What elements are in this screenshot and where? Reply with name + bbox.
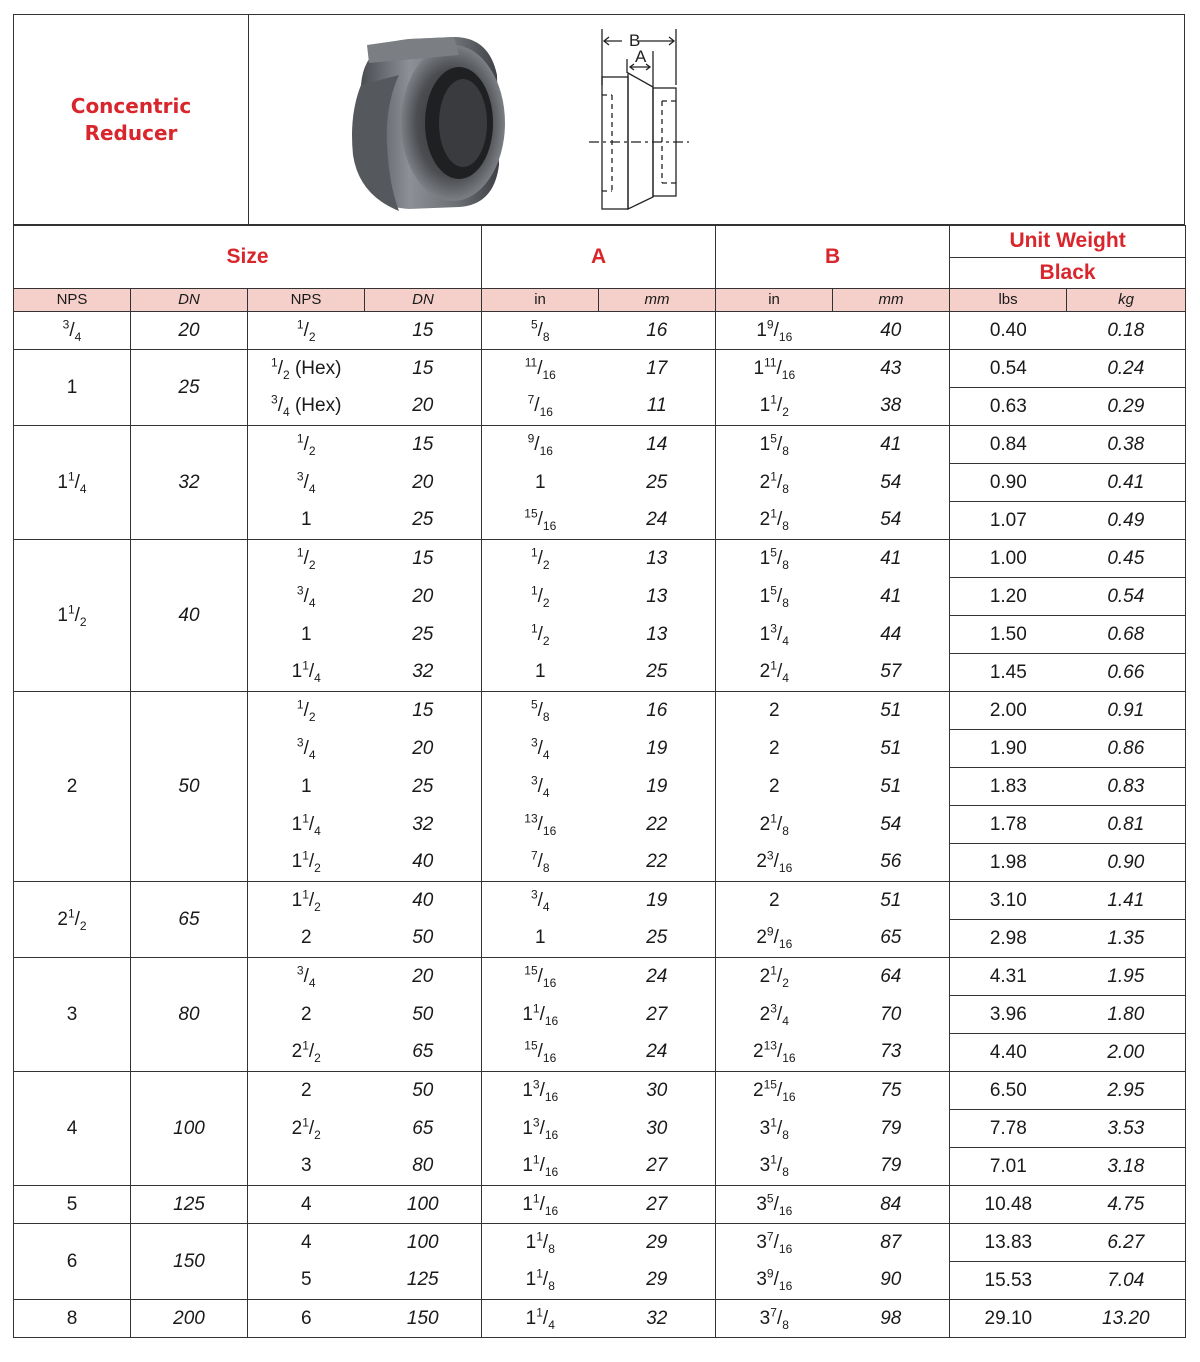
a-in: $1^1/_8$ xyxy=(482,1224,599,1262)
a-in: $1^1/_8$ xyxy=(482,1262,599,1300)
outlet-dn: 40 xyxy=(365,882,482,920)
outlet-dn: 20 xyxy=(365,578,482,616)
run-dn: 40 xyxy=(131,540,248,692)
weight-kg: 0.91 xyxy=(1067,692,1186,730)
b-in: $2^{13}/_{16}$ xyxy=(716,1034,833,1072)
outlet-dn: 100 xyxy=(365,1186,482,1224)
b-in: $2^3/_{16}$ xyxy=(716,844,833,882)
outlet-dn: 25 xyxy=(365,616,482,654)
outlet-nps: 2 xyxy=(248,920,365,958)
b-mm: 43 xyxy=(833,350,950,388)
weight-lbs: 2.00 xyxy=(950,692,1067,730)
a-mm: 14 xyxy=(599,426,716,464)
outlet-nps: $1^1/_4$ xyxy=(248,806,365,844)
run-nps: 5 xyxy=(14,1186,131,1224)
b-in: 2 xyxy=(716,882,833,920)
b-mm: 73 xyxy=(833,1034,950,1072)
table-row xyxy=(14,1224,1186,1262)
weight-lbs: 1.50 xyxy=(950,616,1067,654)
run-dn: 80 xyxy=(131,958,248,1072)
outlet-nps: 2 xyxy=(248,1072,365,1110)
outlet-dn: 15 xyxy=(365,350,482,388)
a-mm: 16 xyxy=(599,692,716,730)
weight-lbs: 4.31 xyxy=(950,958,1067,996)
weight-lbs: 3.10 xyxy=(950,882,1067,920)
subheader-cell: NPS xyxy=(14,289,131,312)
b-in: 2 xyxy=(716,768,833,806)
outlet-nps: 3 xyxy=(248,1148,365,1186)
table-row xyxy=(14,350,1186,388)
a-in: $^{15}/_{16}$ xyxy=(482,1034,599,1072)
outlet-nps: $^3/_4$ xyxy=(248,578,365,616)
weight-kg: 7.04 xyxy=(1067,1262,1186,1300)
outlet-nps: $^3/_4$ xyxy=(248,958,365,996)
weight-kg: 0.81 xyxy=(1067,806,1186,844)
subheader-cell: mm xyxy=(833,289,950,312)
outlet-dn: 65 xyxy=(365,1034,482,1072)
a-in: $^5/_8$ xyxy=(482,312,599,350)
outlet-dn: 50 xyxy=(365,996,482,1034)
outlet-dn: 25 xyxy=(365,768,482,806)
weight-lbs: 1.07 xyxy=(950,502,1067,540)
a-mm: 22 xyxy=(599,806,716,844)
weight-kg: 2.95 xyxy=(1067,1072,1186,1110)
subheader-cell: kg xyxy=(1067,289,1186,312)
b-in: $2^9/_{16}$ xyxy=(716,920,833,958)
subheader-cell: NPS xyxy=(248,289,365,312)
b-mm: 64 xyxy=(833,958,950,996)
a-in: 1 xyxy=(482,654,599,692)
weight-kg: 1.80 xyxy=(1067,996,1186,1034)
weight-lbs: 1.78 xyxy=(950,806,1067,844)
a-in: $^7/_8$ xyxy=(482,844,599,882)
a-in: $1^1/_4$ xyxy=(482,1300,599,1338)
run-dn: 100 xyxy=(131,1072,248,1186)
outlet-nps: 2 xyxy=(248,996,365,1034)
run-nps: 6 xyxy=(14,1224,131,1300)
outlet-nps: $1^1/_2$ xyxy=(248,882,365,920)
reducer-photo xyxy=(352,37,505,211)
a-in: $^1/_2$ xyxy=(482,578,599,616)
b-mm: 38 xyxy=(833,388,950,426)
outlet-dn: 20 xyxy=(365,958,482,996)
table-row xyxy=(14,426,1186,464)
a-mm: 27 xyxy=(599,1148,716,1186)
a-mm: 16 xyxy=(599,312,716,350)
a-mm: 13 xyxy=(599,616,716,654)
a-in: $1^1/_{16}$ xyxy=(482,1148,599,1186)
outlet-nps: 4 xyxy=(248,1186,365,1224)
a-in: $1^3/_{16}$ xyxy=(482,1072,599,1110)
header-b: B xyxy=(716,226,950,289)
outlet-nps: $1^1/_2$ xyxy=(248,844,365,882)
b-mm: 70 xyxy=(833,996,950,1034)
a-mm: 17 xyxy=(599,350,716,388)
table-row xyxy=(14,540,1186,578)
subheader-row xyxy=(14,289,1186,312)
outlet-dn: 32 xyxy=(365,806,482,844)
b-mm: 90 xyxy=(833,1262,950,1300)
subheader-cell: DN xyxy=(131,289,248,312)
a-mm: 13 xyxy=(599,540,716,578)
b-mm: 79 xyxy=(833,1110,950,1148)
subheader-cell: mm xyxy=(599,289,716,312)
weight-lbs: 0.63 xyxy=(950,388,1067,426)
a-mm: 25 xyxy=(599,920,716,958)
outlet-nps: 1 xyxy=(248,768,365,806)
b-in: $1^5/_8$ xyxy=(716,540,833,578)
weight-lbs: 2.98 xyxy=(950,920,1067,958)
b-in: $1^{11}/_{16}$ xyxy=(716,350,833,388)
outlet-nps: $^1/_2$ xyxy=(248,540,365,578)
outlet-nps: $^1/_2$ xyxy=(248,692,365,730)
b-mm: 41 xyxy=(833,540,950,578)
b-mm: 40 xyxy=(833,312,950,350)
a-mm: 19 xyxy=(599,730,716,768)
run-dn: 50 xyxy=(131,692,248,882)
outlet-nps: $1^1/_4$ xyxy=(248,654,365,692)
b-in: $2^1/_8$ xyxy=(716,464,833,502)
a-in: $^3/_4$ xyxy=(482,768,599,806)
run-nps: 3 xyxy=(14,958,131,1072)
outlet-nps: 1 xyxy=(248,502,365,540)
weight-kg: 1.35 xyxy=(1067,920,1186,958)
weight-lbs: 0.40 xyxy=(950,312,1067,350)
b-in: $1^3/_4$ xyxy=(716,616,833,654)
subheader-cell: in xyxy=(482,289,599,312)
outlet-nps: $^3/_4$ xyxy=(248,730,365,768)
outlet-dn: 15 xyxy=(365,540,482,578)
run-dn: 32 xyxy=(131,426,248,540)
b-mm: 79 xyxy=(833,1148,950,1186)
run-dn: 25 xyxy=(131,350,248,426)
a-mm: 30 xyxy=(599,1072,716,1110)
a-mm: 19 xyxy=(599,882,716,920)
weight-lbs: 10.48 xyxy=(950,1186,1067,1224)
dim-label-a: A xyxy=(635,47,647,66)
weight-lbs: 7.01 xyxy=(950,1148,1067,1186)
weight-lbs: 0.54 xyxy=(950,350,1067,388)
weight-lbs: 3.96 xyxy=(950,996,1067,1034)
product-header xyxy=(13,14,1185,225)
b-mm: 41 xyxy=(833,578,950,616)
b-in: $2^{15}/_{16}$ xyxy=(716,1072,833,1110)
a-in: 1 xyxy=(482,920,599,958)
subheader-cell: in xyxy=(716,289,833,312)
b-mm: 44 xyxy=(833,616,950,654)
weight-kg: 3.18 xyxy=(1067,1148,1186,1186)
outlet-dn: 20 xyxy=(365,464,482,502)
run-dn: 125 xyxy=(131,1186,248,1224)
a-mm: 24 xyxy=(599,1034,716,1072)
weight-lbs: 15.53 xyxy=(950,1262,1067,1300)
b-mm: 51 xyxy=(833,730,950,768)
header-unit-weight: Unit Weight xyxy=(950,226,1186,258)
outlet-nps: $^3/_4$ (Hex) xyxy=(248,388,365,426)
outlet-dn: 125 xyxy=(365,1262,482,1300)
run-nps: $1^1/_2$ xyxy=(14,540,131,692)
outlet-dn: 65 xyxy=(365,1110,482,1148)
weight-kg: 0.83 xyxy=(1067,768,1186,806)
weight-kg: 0.49 xyxy=(1067,502,1186,540)
b-in: $1^9/_{16}$ xyxy=(716,312,833,350)
weight-lbs: 7.78 xyxy=(950,1110,1067,1148)
outlet-dn: 15 xyxy=(365,692,482,730)
a-mm: 25 xyxy=(599,654,716,692)
run-nps: 2 xyxy=(14,692,131,882)
outlet-dn: 15 xyxy=(365,426,482,464)
a-in: $^1/_2$ xyxy=(482,616,599,654)
b-in: $2^1/_8$ xyxy=(716,806,833,844)
outlet-dn: 100 xyxy=(365,1224,482,1262)
weight-lbs: 1.90 xyxy=(950,730,1067,768)
outlet-nps: $2^1/_2$ xyxy=(248,1110,365,1148)
weight-kg: 0.54 xyxy=(1067,578,1186,616)
b-in: $1^1/_2$ xyxy=(716,388,833,426)
weight-lbs: 6.50 xyxy=(950,1072,1067,1110)
outlet-dn: 25 xyxy=(365,502,482,540)
outlet-dn: 32 xyxy=(365,654,482,692)
a-in: $^1/_2$ xyxy=(482,540,599,578)
product-title: Concentric Reducer xyxy=(70,93,192,145)
outlet-dn: 20 xyxy=(365,388,482,426)
b-mm: 75 xyxy=(833,1072,950,1110)
product-illustrations xyxy=(249,15,1184,224)
run-dn: 20 xyxy=(131,312,248,350)
b-in: $1^5/_8$ xyxy=(716,578,833,616)
weight-kg: 0.24 xyxy=(1067,350,1186,388)
weight-kg: 4.75 xyxy=(1067,1186,1186,1224)
a-in: $^3/_4$ xyxy=(482,730,599,768)
a-mm: 11 xyxy=(599,388,716,426)
a-in: $^7/_{16}$ xyxy=(482,388,599,426)
b-in: $1^5/_8$ xyxy=(716,426,833,464)
spec-sheet xyxy=(13,14,1185,1339)
run-dn: 150 xyxy=(131,1224,248,1300)
b-mm: 54 xyxy=(833,502,950,540)
run-nps: $2^1/_2$ xyxy=(14,882,131,958)
b-mm: 87 xyxy=(833,1224,950,1262)
outlet-nps: 6 xyxy=(248,1300,365,1338)
weight-kg: 13.20 xyxy=(1067,1300,1186,1338)
header-size: Size xyxy=(14,226,482,289)
a-mm: 24 xyxy=(599,958,716,996)
weight-kg: 1.41 xyxy=(1067,882,1186,920)
b-mm: 57 xyxy=(833,654,950,692)
dimensions-table xyxy=(13,225,1186,1338)
outlet-nps: 1 xyxy=(248,616,365,654)
a-mm: 29 xyxy=(599,1262,716,1300)
outlet-dn: 50 xyxy=(365,920,482,958)
run-nps: $1^1/_4$ xyxy=(14,426,131,540)
outlet-nps: $^1/_2$ (Hex) xyxy=(248,350,365,388)
header-black: Black xyxy=(950,257,1186,289)
weight-lbs: 1.45 xyxy=(950,654,1067,692)
a-mm: 27 xyxy=(599,1186,716,1224)
b-mm: 98 xyxy=(833,1300,950,1338)
weight-kg: 0.68 xyxy=(1067,616,1186,654)
a-mm: 22 xyxy=(599,844,716,882)
b-mm: 51 xyxy=(833,768,950,806)
a-in: $1^1/_{16}$ xyxy=(482,996,599,1034)
a-mm: 29 xyxy=(599,1224,716,1262)
outlet-nps: $^1/_2$ xyxy=(248,312,365,350)
weight-lbs: 13.83 xyxy=(950,1224,1067,1262)
b-in: $3^9/_{16}$ xyxy=(716,1262,833,1300)
table-row xyxy=(14,312,1186,350)
weight-lbs: 4.40 xyxy=(950,1034,1067,1072)
weight-lbs: 1.00 xyxy=(950,540,1067,578)
weight-kg: 0.29 xyxy=(1067,388,1186,426)
run-dn: 65 xyxy=(131,882,248,958)
outlet-nps: 5 xyxy=(248,1262,365,1300)
table-row xyxy=(14,1300,1186,1338)
weight-kg: 0.86 xyxy=(1067,730,1186,768)
weight-kg: 0.45 xyxy=(1067,540,1186,578)
b-in: $3^5/_{16}$ xyxy=(716,1186,833,1224)
a-in: $^3/_4$ xyxy=(482,882,599,920)
table-row xyxy=(14,958,1186,996)
outlet-dn: 150 xyxy=(365,1300,482,1338)
weight-lbs: 1.20 xyxy=(950,578,1067,616)
table-row xyxy=(14,882,1186,920)
a-in: 1 xyxy=(482,464,599,502)
header-a: A xyxy=(482,226,716,289)
b-mm: 51 xyxy=(833,692,950,730)
table-row xyxy=(14,692,1186,730)
weight-lbs: 1.83 xyxy=(950,768,1067,806)
b-mm: 56 xyxy=(833,844,950,882)
a-mm: 25 xyxy=(599,464,716,502)
a-in: $^{15}/_{16}$ xyxy=(482,502,599,540)
b-mm: 54 xyxy=(833,464,950,502)
outlet-nps: $^1/_2$ xyxy=(248,426,365,464)
weight-kg: 0.41 xyxy=(1067,464,1186,502)
a-in: $^{15}/_{16}$ xyxy=(482,958,599,996)
subheader-cell: DN xyxy=(365,289,482,312)
weight-kg: 0.66 xyxy=(1067,654,1186,692)
title-cell xyxy=(14,15,249,224)
b-in: $3^1/_8$ xyxy=(716,1110,833,1148)
outlet-dn: 20 xyxy=(365,730,482,768)
a-mm: 13 xyxy=(599,578,716,616)
a-in: $^{11}/_{16}$ xyxy=(482,350,599,388)
image-cell xyxy=(249,15,1184,224)
b-in: $2^3/_4$ xyxy=(716,996,833,1034)
a-mm: 24 xyxy=(599,502,716,540)
run-nps: $^3/_4$ xyxy=(14,312,131,350)
b-in: $2^1/_2$ xyxy=(716,958,833,996)
a-in: $^9/_{16}$ xyxy=(482,426,599,464)
b-in: $3^1/_8$ xyxy=(716,1148,833,1186)
weight-kg: 3.53 xyxy=(1067,1110,1186,1148)
weight-kg: 0.90 xyxy=(1067,844,1186,882)
outlet-dn: 40 xyxy=(365,844,482,882)
weight-lbs: 0.84 xyxy=(950,426,1067,464)
b-in: 2 xyxy=(716,730,833,768)
a-in: $^5/_8$ xyxy=(482,692,599,730)
weight-kg: 2.00 xyxy=(1067,1034,1186,1072)
b-in: $3^7/_{16}$ xyxy=(716,1224,833,1262)
a-mm: 27 xyxy=(599,996,716,1034)
b-in: 2 xyxy=(716,692,833,730)
b-mm: 84 xyxy=(833,1186,950,1224)
weight-kg: 0.38 xyxy=(1067,426,1186,464)
b-in: $2^1/_4$ xyxy=(716,654,833,692)
run-dn: 200 xyxy=(131,1300,248,1338)
outlet-dn: 15 xyxy=(365,312,482,350)
weight-kg: 0.18 xyxy=(1067,312,1186,350)
outlet-nps: $^3/_4$ xyxy=(248,464,365,502)
weight-lbs: 1.98 xyxy=(950,844,1067,882)
a-mm: 32 xyxy=(599,1300,716,1338)
a-in: $1^3/_{16}$ xyxy=(482,1110,599,1148)
weight-kg: 6.27 xyxy=(1067,1224,1186,1262)
a-in: $1^1/_{16}$ xyxy=(482,1186,599,1224)
table-row xyxy=(14,1186,1186,1224)
outlet-nps: $2^1/_2$ xyxy=(248,1034,365,1072)
b-in: $3^7/_8$ xyxy=(716,1300,833,1338)
run-nps: 1 xyxy=(14,350,131,426)
weight-lbs: 29.10 xyxy=(950,1300,1067,1338)
b-in: $2^1/_8$ xyxy=(716,502,833,540)
outlet-dn: 80 xyxy=(365,1148,482,1186)
table-row xyxy=(14,1072,1186,1110)
weight-lbs: 0.90 xyxy=(950,464,1067,502)
weight-kg: 1.95 xyxy=(1067,958,1186,996)
a-mm: 19 xyxy=(599,768,716,806)
b-mm: 51 xyxy=(833,882,950,920)
b-mm: 65 xyxy=(833,920,950,958)
outlet-dn: 50 xyxy=(365,1072,482,1110)
b-mm: 41 xyxy=(833,426,950,464)
outlet-nps: 4 xyxy=(248,1224,365,1262)
run-nps: 4 xyxy=(14,1072,131,1186)
dim-label-b: B xyxy=(629,31,641,50)
a-in: $^{13}/_{16}$ xyxy=(482,806,599,844)
a-mm: 30 xyxy=(599,1110,716,1148)
subheader-cell: lbs xyxy=(950,289,1067,312)
run-nps: 8 xyxy=(14,1300,131,1338)
b-mm: 54 xyxy=(833,806,950,844)
